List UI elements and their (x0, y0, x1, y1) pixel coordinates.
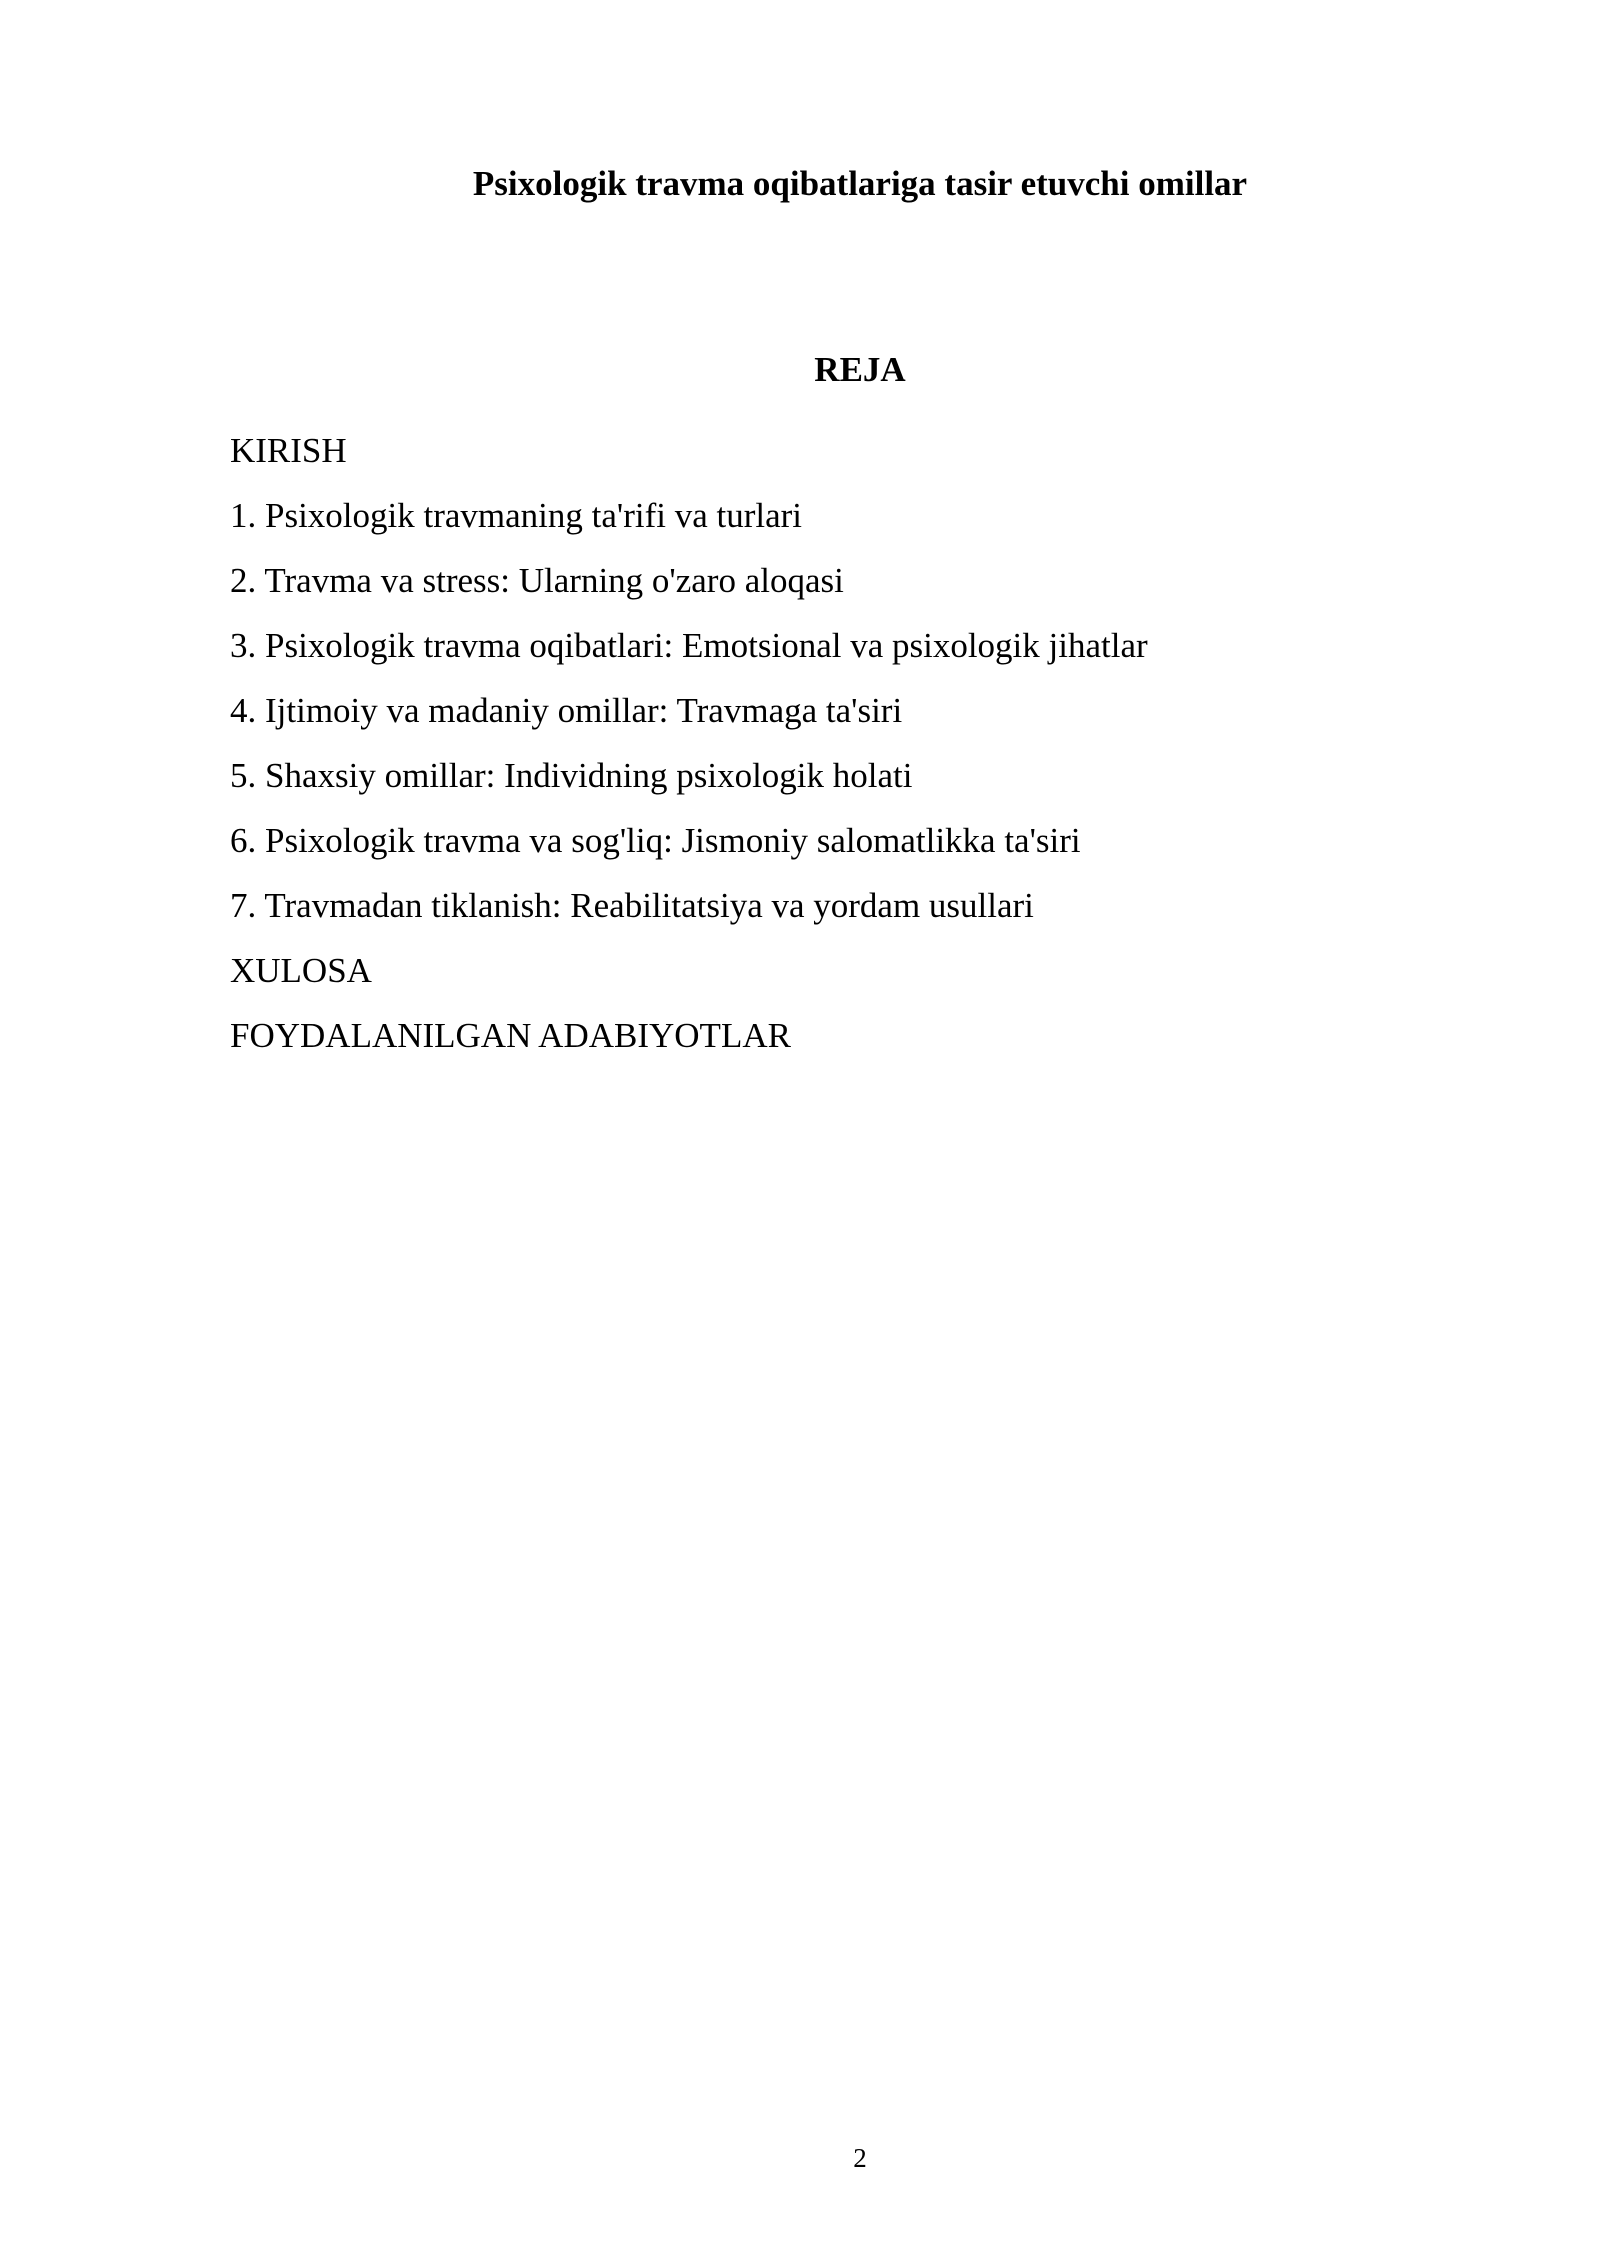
document-title: Psixologik travma oqibatlariga tasir etuvchi omillar (472, 164, 1248, 203)
toc-item-3: 3. Psixologik travma oqibatlari: Emotsional va psixologik jihatlar (230, 626, 1148, 665)
table-of-contents (230, 418, 1430, 1068)
toc-item-2: 2. Travma va stress: Ularning o'zaro aloqasi (230, 561, 844, 600)
toc-item-xulosa: XULOSA (230, 951, 372, 990)
toc-item-5: 5. Shaxsiy omillar: Individning psixologik holati (230, 756, 913, 795)
toc-item-kirish: KIRISH (230, 431, 347, 470)
toc-item-6: 6. Psixologik travma va sog'liq: Jismoniy salomatlikka ta'siri (230, 821, 1081, 860)
page-number: 2 (853, 2143, 867, 2173)
plan-heading: REJA (814, 350, 906, 389)
toc-item-7: 7. Travmadan tiklanish: Reabilitatsiya va yordam usullari (230, 886, 1034, 925)
toc-item-adabiyotlar: FOYDALANILGAN ADABIYOTLAR (230, 1016, 791, 1055)
toc-item-4: 4. Ijtimoiy va madaniy omillar: Travmaga ta'siri (230, 691, 903, 730)
toc-item-1: 1. Psixologik travmaning ta'rifi va turlari (230, 496, 803, 535)
